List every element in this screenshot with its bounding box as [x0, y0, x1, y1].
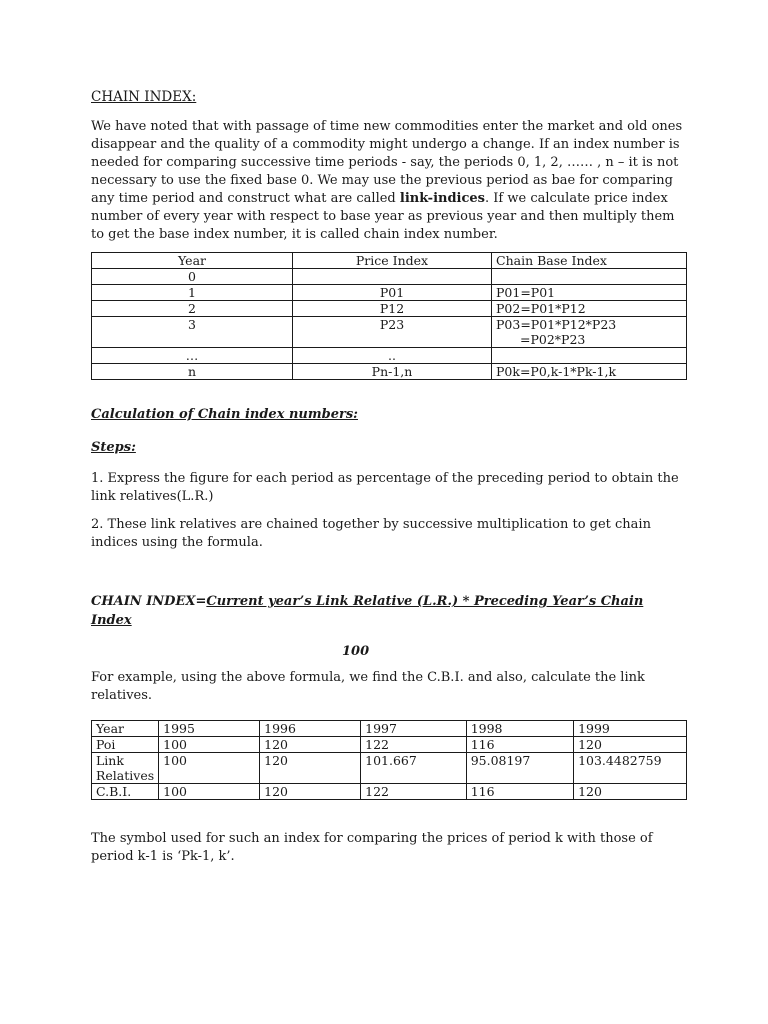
cell-price: P23: [293, 317, 492, 348]
intro-paragraph: [91, 118, 687, 244]
table-cell: 100: [159, 737, 260, 753]
chain-index-table: [91, 252, 687, 380]
table-row: [92, 737, 687, 753]
formula-numerator: Current year’s Link Relative (L.R.) * Preceding Year’s Chain Index: [91, 594, 644, 628]
table-cell: 122: [361, 737, 467, 753]
row-label: Link Relatives: [92, 753, 159, 784]
cell-chain: P01=P01: [492, 285, 687, 301]
header-1998: 1998: [466, 721, 573, 737]
steps-title: Steps:: [91, 440, 136, 455]
cbi-data-table: [91, 720, 687, 800]
table-cell: 120: [574, 737, 687, 753]
chain-line-1: P03=P01*P12*P23: [496, 317, 617, 332]
table-cell: 101.667: [361, 753, 467, 784]
header-1995: 1995: [159, 721, 260, 737]
header-year: Year: [92, 721, 159, 737]
header-1999: 1999: [574, 721, 687, 737]
table-row: [92, 317, 687, 348]
cell-price: [293, 269, 492, 285]
cell-chain: [492, 348, 687, 364]
table-row: [92, 348, 687, 364]
table-cell: 103.4482759: [574, 753, 687, 784]
calculation-title: Calculation of Chain index numbers:: [91, 407, 358, 422]
intro-text-1: We have noted that with passage of time new commodities enter the market and old ones disappear and the quality of a commodity might undergo a change. If an index number is needed for comparing successive time periods - say, the periods 0, 1, 2, …… , n – it is not necessary to use the fixed base 0. We may use the previous period as bae for comparing any time period and construct what are called: [91, 119, 683, 206]
table-cell: 100: [159, 784, 260, 800]
header-price-index: Price Index: [293, 253, 492, 269]
cell-chain: P0k=P0,k-1*Pk-1,k: [492, 364, 687, 380]
table-cell: 116: [466, 784, 573, 800]
table-row: [92, 301, 687, 317]
page-heading: CHAIN INDEX:: [91, 89, 197, 105]
table-cell: 95.08197: [466, 753, 573, 784]
table-cell: 122: [361, 784, 467, 800]
table-cell: 120: [260, 784, 361, 800]
cell-year: n: [92, 364, 293, 380]
symbol-note: The symbol used for such an index for comparing the prices of period k with those of period k-1 is ‘Pk-1, k’.: [91, 831, 653, 864]
row-label: Poi: [92, 737, 159, 753]
cell-year: 2: [92, 301, 293, 317]
table-row: [92, 784, 687, 800]
cell-price: P01: [293, 285, 492, 301]
header-1997: 1997: [361, 721, 467, 737]
formula-prefix: CHAIN INDEX=: [91, 594, 207, 609]
row-label: C.B.I.: [92, 784, 159, 800]
cell-year: 0: [92, 269, 293, 285]
cell-year: 1: [92, 285, 293, 301]
table-row: [92, 285, 687, 301]
cell-year: …: [92, 348, 293, 364]
cell-price: Pn-1,n: [293, 364, 492, 380]
table-header-row: [92, 721, 687, 737]
intro-text-2: . If we calculate price index number of every year with respect to base year as previous year and then multiply them to get the base index number, it is called chain index number.: [91, 191, 675, 242]
step-1: 1. Express the figure for each period as percentage of the preceding period to obtain the link relatives(L.R.): [91, 471, 679, 504]
table-cell: 120: [574, 784, 687, 800]
formula-denominator: 100: [342, 644, 370, 659]
table-row: [92, 753, 687, 784]
cell-chain: P02=P01*P12: [492, 301, 687, 317]
document-page: [91, 88, 687, 866]
table-cell: 120: [260, 737, 361, 753]
table-cell: 120: [260, 753, 361, 784]
step-2: 2. These link relatives are chained together by successive multiplication to get chain indices using the formula.: [91, 517, 651, 550]
cell-chain: [492, 317, 687, 348]
intro-bold-term: link-indices: [399, 191, 486, 206]
header-chain-base-index: Chain Base Index: [492, 253, 687, 269]
chain-line-2: =P02*P23: [520, 332, 586, 347]
cell-chain: [492, 269, 687, 285]
header-1996: 1996: [260, 721, 361, 737]
cell-year: 3: [92, 317, 293, 348]
example-text: For example, using the above formula, we find the C.B.I. and also, calculate the link relatives.: [91, 670, 645, 703]
table-header-row: [92, 253, 687, 269]
table-row: [92, 364, 687, 380]
chain-index-formula: [91, 592, 687, 630]
table-row: [92, 269, 687, 285]
header-year: Year: [92, 253, 293, 269]
table-cell: 100: [159, 753, 260, 784]
cell-price: ..: [293, 348, 492, 364]
cell-price: P12: [293, 301, 492, 317]
table-cell: 116: [466, 737, 573, 753]
